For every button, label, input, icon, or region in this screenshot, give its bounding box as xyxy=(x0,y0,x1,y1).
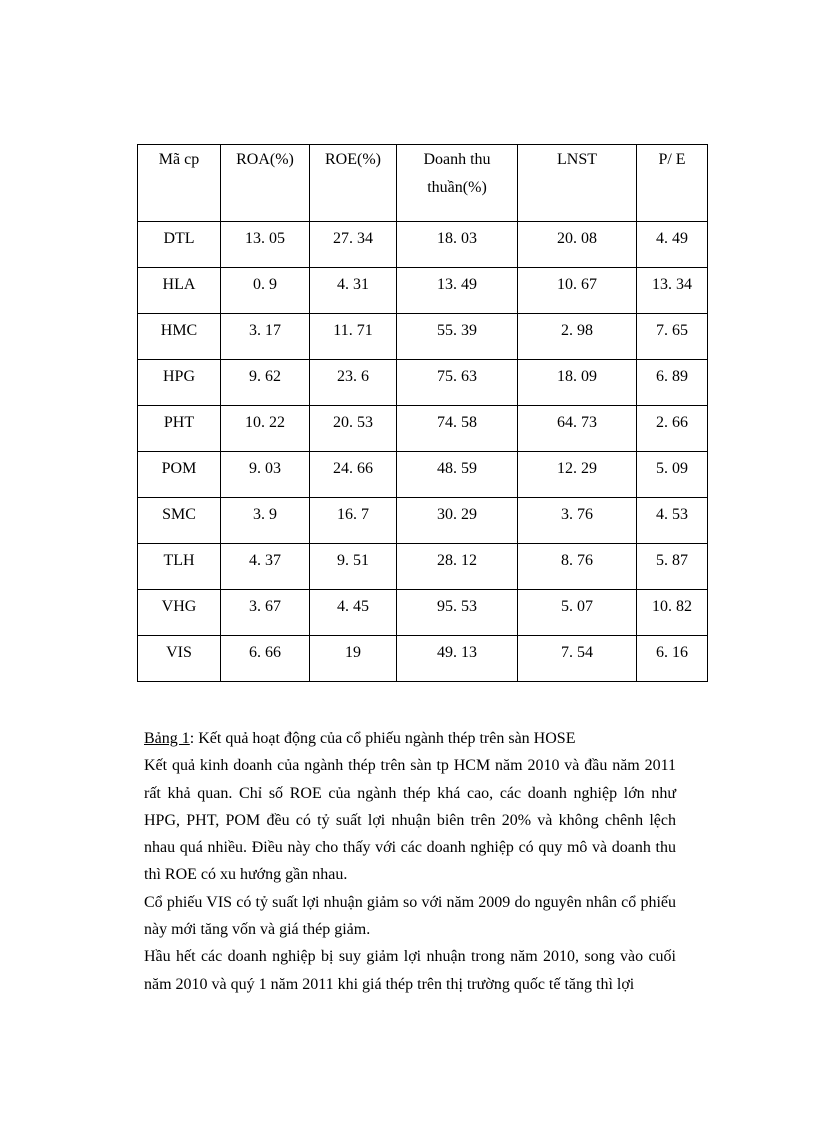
header-ma-cp: Mã cp xyxy=(138,145,221,222)
value-cell: 2. 98 xyxy=(518,314,637,360)
value-cell: 10. 22 xyxy=(221,406,310,452)
value-cell: 19 xyxy=(310,636,397,682)
value-cell: 3. 9 xyxy=(221,498,310,544)
table-row xyxy=(138,314,708,360)
table-row xyxy=(138,222,708,268)
value-cell: 2. 66 xyxy=(637,406,708,452)
value-cell: 64. 73 xyxy=(518,406,637,452)
value-cell: 20. 53 xyxy=(310,406,397,452)
table-row xyxy=(138,544,708,590)
value-cell: 9. 62 xyxy=(221,360,310,406)
value-cell: 5. 09 xyxy=(637,452,708,498)
value-cell: 16. 7 xyxy=(310,498,397,544)
value-cell: 5. 07 xyxy=(518,590,637,636)
value-cell: 7. 65 xyxy=(637,314,708,360)
value-cell: 28. 12 xyxy=(397,544,518,590)
ticker-cell: HPG xyxy=(138,360,221,406)
value-cell: 95. 53 xyxy=(397,590,518,636)
value-cell: 74. 58 xyxy=(397,406,518,452)
value-cell: 13. 34 xyxy=(637,268,708,314)
value-cell: 11. 71 xyxy=(310,314,397,360)
header-roe: ROE(%) xyxy=(310,145,397,222)
value-cell: 4. 53 xyxy=(637,498,708,544)
value-cell: 27. 34 xyxy=(310,222,397,268)
value-cell: 9. 03 xyxy=(221,452,310,498)
table-header-row xyxy=(138,145,708,222)
value-cell: 75. 63 xyxy=(397,360,518,406)
value-cell: 55. 39 xyxy=(397,314,518,360)
value-cell: 24. 66 xyxy=(310,452,397,498)
value-cell: 0. 9 xyxy=(221,268,310,314)
table-row xyxy=(138,498,708,544)
financial-table-container xyxy=(137,144,708,682)
ticker-cell: PHT xyxy=(138,406,221,452)
value-cell: 30. 29 xyxy=(397,498,518,544)
ticker-cell: TLH xyxy=(138,544,221,590)
value-cell: 8. 76 xyxy=(518,544,637,590)
header-lnst: LNST xyxy=(518,145,637,222)
body-text xyxy=(144,725,676,998)
value-cell: 10. 82 xyxy=(637,590,708,636)
value-cell: 6. 66 xyxy=(221,636,310,682)
value-cell: 13. 49 xyxy=(397,268,518,314)
ticker-cell: DTL xyxy=(138,222,221,268)
header-pe: P/ E xyxy=(637,145,708,222)
value-cell: 3. 76 xyxy=(518,498,637,544)
value-cell: 6. 16 xyxy=(637,636,708,682)
value-cell: 4. 37 xyxy=(221,544,310,590)
paragraph-1: Kết quả kinh doanh của ngành thép trên sàn tp HCM năm 2010 và đầu năm 2011 rất khả quan. Chỉ số ROE của ngành thép khá cao, các doanh nghiệp lớn như HPG, PHT, POM đều có tỷ suất lợi nhuận biên trên 20% và không chênh lệch nhau quá nhiều. Điều này cho thấy với các doanh nghiệp có quy mô và doanh thu thì ROE có xu hướng gần nhau. xyxy=(144,757,676,884)
value-cell: 3. 17 xyxy=(221,314,310,360)
caption-text: : Kết quả hoạt động của cổ phiếu ngành thép trên sàn HOSE xyxy=(189,730,576,747)
table-row xyxy=(138,406,708,452)
ticker-cell: SMC xyxy=(138,498,221,544)
steel-stocks-table xyxy=(137,144,708,682)
value-cell: 49. 13 xyxy=(397,636,518,682)
table-body xyxy=(138,222,708,682)
value-cell: 4. 49 xyxy=(637,222,708,268)
ticker-cell: VHG xyxy=(138,590,221,636)
ticker-cell: VIS xyxy=(138,636,221,682)
value-cell: 20. 08 xyxy=(518,222,637,268)
table-row xyxy=(138,360,708,406)
table-row xyxy=(138,452,708,498)
value-cell: 10. 67 xyxy=(518,268,637,314)
header-doanh-thu: Doanh thu thuần(%) xyxy=(397,145,518,222)
paragraph-2: Cổ phiếu VIS có tỷ suất lợi nhuận giảm so với năm 2009 do nguyên nhân cổ phiếu này mới tăng vốn và giá thép giảm. xyxy=(144,893,676,939)
value-cell: 4. 31 xyxy=(310,268,397,314)
table-row xyxy=(138,590,708,636)
value-cell: 6. 89 xyxy=(637,360,708,406)
table-caption xyxy=(144,725,676,752)
ticker-cell: HLA xyxy=(138,268,221,314)
header-roa: ROA(%) xyxy=(221,145,310,222)
value-cell: 13. 05 xyxy=(221,222,310,268)
value-cell: 48. 59 xyxy=(397,452,518,498)
caption-label: Bảng 1 xyxy=(144,730,190,747)
value-cell: 23. 6 xyxy=(310,360,397,406)
value-cell: 3. 67 xyxy=(221,590,310,636)
table-row xyxy=(138,268,708,314)
value-cell: 18. 09 xyxy=(518,360,637,406)
value-cell: 4. 45 xyxy=(310,590,397,636)
paragraph-3: Hầu hết các doanh nghiệp bị suy giảm lợi nhuận trong năm 2010, song vào cuối năm 2010 và quý 1 năm 2011 khi giá thép trên thị trường quốc tế tăng thì lợi xyxy=(144,948,676,993)
ticker-cell: HMC xyxy=(138,314,221,360)
table-row xyxy=(138,636,708,682)
value-cell: 12. 29 xyxy=(518,452,637,498)
value-cell: 7. 54 xyxy=(518,636,637,682)
ticker-cell: POM xyxy=(138,452,221,498)
value-cell: 18. 03 xyxy=(397,222,518,268)
value-cell: 5. 87 xyxy=(637,544,708,590)
value-cell: 9. 51 xyxy=(310,544,397,590)
